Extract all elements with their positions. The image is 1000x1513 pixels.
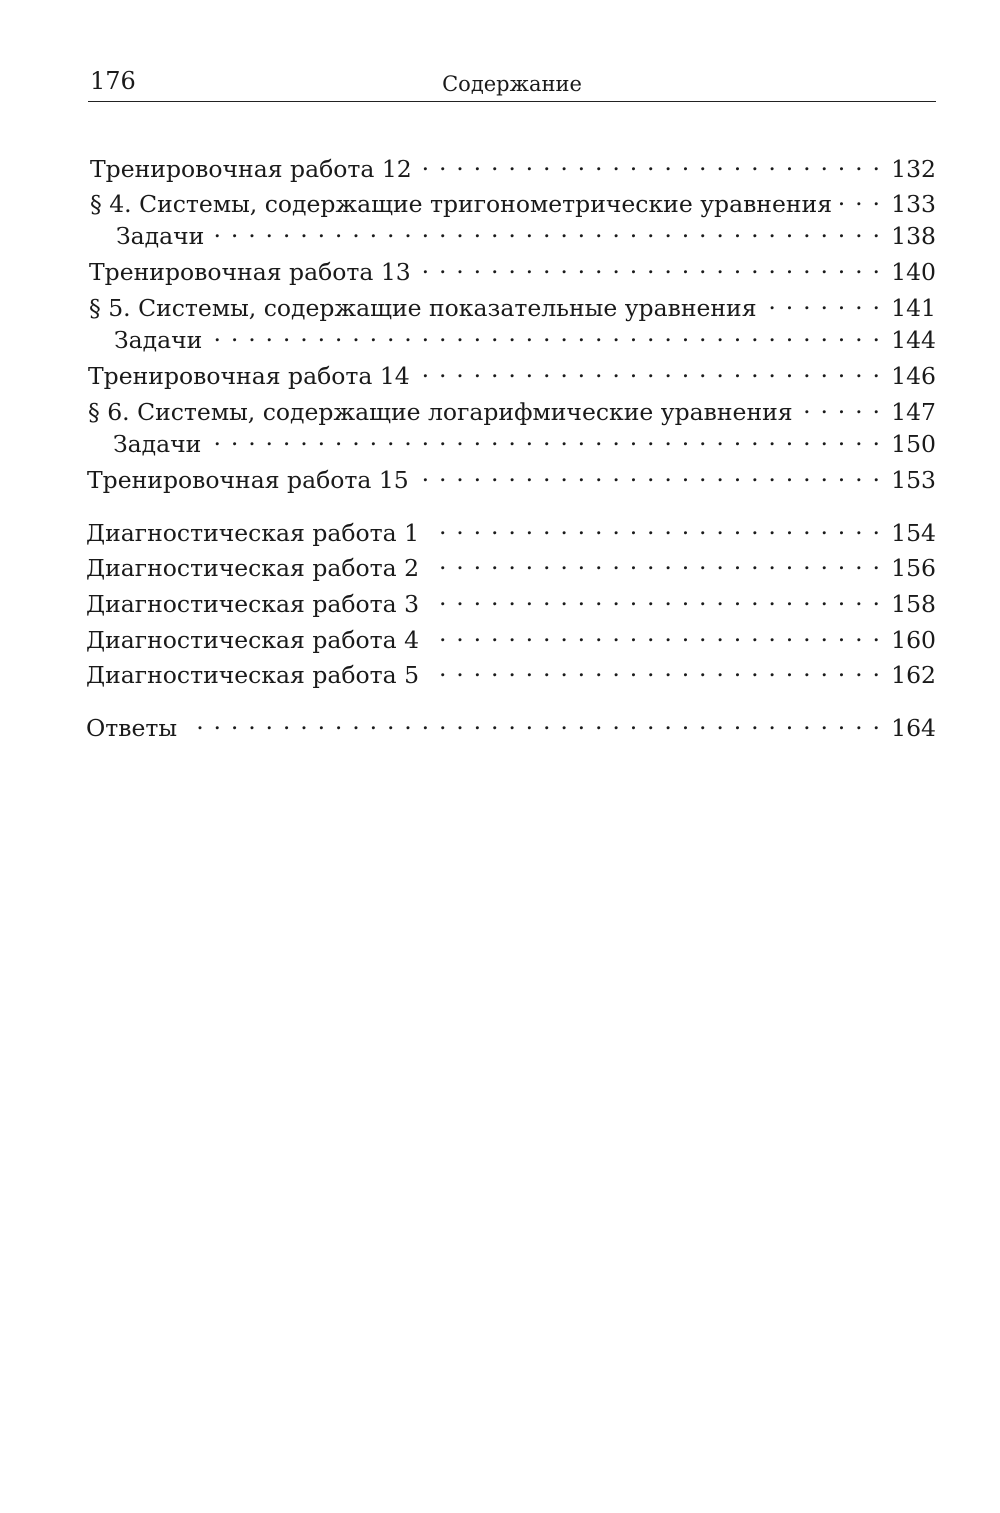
toc-entry-title: Задачи bbox=[116, 222, 205, 250]
toc-entry-title: Диагностическая работа 5 bbox=[86, 661, 420, 689]
toc-entry-title: § 5. Системы, содержащие показательные уравнения bbox=[89, 294, 757, 322]
toc-entry-title: § 4. Системы, содержащие тригонометрические уравнения bbox=[90, 190, 833, 218]
toc-entry bbox=[86, 706, 936, 742]
toc-entry bbox=[89, 286, 936, 322]
toc-entry bbox=[89, 250, 936, 286]
dot-leader bbox=[427, 582, 881, 612]
toc-entry-title: Задачи bbox=[114, 326, 203, 354]
toc-entry bbox=[86, 546, 936, 582]
toc-entry bbox=[86, 653, 936, 689]
toc-entry-page: 158 bbox=[891, 590, 936, 618]
dot-leader bbox=[765, 286, 882, 316]
dot-leader bbox=[419, 250, 881, 280]
toc-entry-page: 146 bbox=[891, 362, 936, 390]
toc-entry-page: 133 bbox=[891, 190, 936, 218]
toc-entry bbox=[88, 390, 936, 426]
toc-entry bbox=[88, 354, 936, 390]
toc-entry-title: Тренировочная работа 14 bbox=[88, 362, 410, 390]
running-title: Содержание bbox=[442, 72, 582, 96]
toc-entry bbox=[86, 582, 936, 618]
dot-leader bbox=[801, 390, 882, 420]
toc-entry-page: 147 bbox=[891, 398, 936, 426]
toc-entry-page: 154 bbox=[891, 519, 936, 547]
page-number: 176 bbox=[90, 67, 136, 95]
toc-entry-subitem bbox=[113, 422, 936, 458]
toc-entry-title: Ответы bbox=[86, 714, 178, 742]
toc-entry-page: 132 bbox=[891, 155, 936, 183]
toc-entry-title: Тренировочная работа 15 bbox=[87, 466, 409, 494]
toc-entry-page: 153 bbox=[891, 466, 936, 494]
dot-leader bbox=[209, 422, 881, 452]
toc-entry-title: Тренировочная работа 12 bbox=[90, 155, 412, 183]
toc-entry-title: Задачи bbox=[113, 430, 202, 458]
dot-leader bbox=[427, 653, 881, 683]
toc-entry-page: 164 bbox=[891, 714, 936, 742]
dot-leader bbox=[427, 618, 881, 648]
toc-entry-title: Диагностическая работа 3 bbox=[86, 590, 420, 618]
toc-entry-title: Тренировочная работа 13 bbox=[89, 258, 411, 286]
toc-entry-title: § 6. Системы, содержащие логарифмические уравнения bbox=[88, 398, 793, 426]
toc-entry-page: 140 bbox=[891, 258, 936, 286]
dot-leader bbox=[420, 147, 881, 177]
toc-entry-page: 160 bbox=[891, 626, 936, 654]
dot-leader bbox=[212, 214, 881, 244]
dot-leader bbox=[427, 511, 881, 541]
toc-entry-page: 138 bbox=[891, 222, 936, 250]
dot-leader bbox=[185, 706, 881, 736]
header-rule bbox=[88, 101, 936, 102]
toc-entry bbox=[90, 182, 936, 218]
toc-entry bbox=[87, 458, 936, 494]
toc-entry-page: 150 bbox=[891, 430, 936, 458]
toc-entry bbox=[86, 618, 936, 654]
toc-entry-title: Диагностическая работа 4 bbox=[86, 626, 420, 654]
toc-entry-subitem bbox=[114, 318, 936, 354]
toc-entry-title: Диагностическая работа 2 bbox=[86, 554, 420, 582]
page-header bbox=[88, 64, 936, 102]
toc-entry bbox=[86, 511, 936, 547]
dot-leader bbox=[417, 458, 881, 488]
toc-entry-page: 141 bbox=[891, 294, 936, 322]
toc-entry-page: 144 bbox=[891, 326, 936, 354]
dot-leader bbox=[427, 546, 881, 576]
toc-entry-subitem bbox=[116, 214, 936, 250]
dot-leader bbox=[840, 182, 881, 212]
toc-entry bbox=[90, 147, 936, 183]
toc-entry-page: 162 bbox=[891, 661, 936, 689]
toc-entry-title: Диагностическая работа 1 bbox=[86, 519, 420, 547]
toc-entry-page: 156 bbox=[891, 554, 936, 582]
dot-leader bbox=[210, 318, 881, 348]
dot-leader bbox=[418, 354, 881, 384]
